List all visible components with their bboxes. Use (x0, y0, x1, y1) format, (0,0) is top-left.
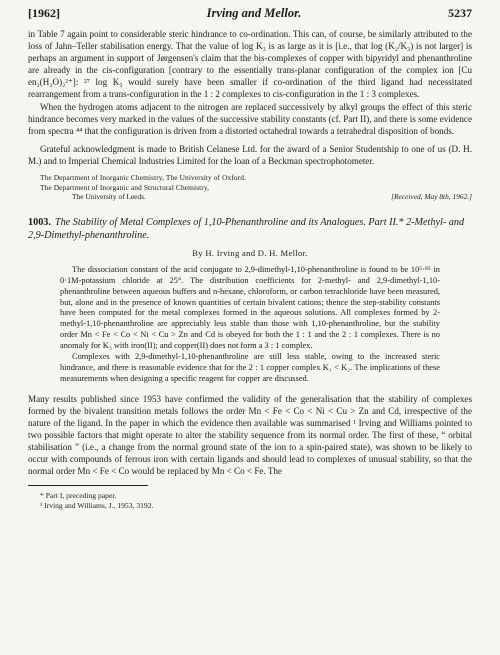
article-number: 1003. (28, 216, 51, 228)
article-heading (28, 216, 472, 242)
header-page-number: 5237 (448, 6, 472, 20)
article-title: The Stability of Metal Complexes of 1,10-Phenanthroline and its Analogues. Part II.* 2-Methyl- and 2,9-Dimethyl-phenanthroline. (28, 216, 465, 241)
paragraph-alkyl-groups: When the hydrogen atoms adjacent to the nitrogen are replaced successively by alkyl groups the effect of this steric hindrance becomes very marked in the values of the successive stability constants (cf. Part II), and there is some evidence from spectra ⁴⁴ that the configuration is driven from a distorted octahedral towards a tetrahedral disposition of bonds. (28, 101, 472, 136)
affiliation-university-leeds: The University of Leeds. (72, 192, 146, 202)
header-year: [1962] (28, 6, 60, 20)
body-paragraph: Many results published since 1953 have confirmed the validity of the generalisation that the stability of complexes formed by the bivalent transition metals follows the order Mn < Fe < Co < Ni < Cu > Zn and Cd, irrespective of the nature of the ligand. In the paper in which the evidence then available was summarised ¹ Irving and Williams pointed to two possible factors that might operate to alter the stability sequence from its normal order. The first of these, “ orbital stabilisation ” (i.e., a change from the normal ground state of the ion to a spin-paired state), was shown to be likely to occur with compounds of ferrous iron with certain ligands and should lead to complexes of unusual stability, so that the normal order Mn < Fe < Co would be replaced by Mn < Co < Fe. The (28, 393, 472, 477)
received-date: [Received, May 8th, 1962.] (391, 192, 472, 202)
affiliation-row (28, 192, 472, 202)
header-authors: Irving and Mellor. (206, 6, 302, 20)
body-text (28, 393, 472, 478)
abstract-paragraph-1: The dissociation constant of the acid conjugate to 2,9-dimethyl-1,10-phenanthroline is found to be 10⁵·⁸⁵ in 0·1M-potassium chloride at 25°. The distribution coefficients for 2-methyl- and 2,9-dimethyl-1,10-phenanthroline between aqueous buffers and n-hexane, chloroform, or carbon tetrachloride have been measured, but, alone and in the presence of known quantities of certain bivalent cations; thence the step-stability constants have been computed for the metal complexes formed in the aqueous solutions. All complexes formed by 2-methyl-1,10-phenanthroline are appreciably less stable than those with 1,10-phenanthroline, but the stability order Mn < Fe < Co < Ni < Cu > Zn and Cd is obeyed for both the 1 : 1 and the 2 : 1 complexes. There is no anomaly for K₃ with iron(II); and copper(II) does not form a 3 : 1 complex. (60, 264, 440, 351)
abstract-paragraph-2: Complexes with 2,9-dimethyl-1,10-phenanthroline are still less stable, owing to the increased steric hindrance, and there is reasonable evidence that for the 2 : 1 copper complex K₁ < K₂. The implications of these measurements when designing a specific reagent for copper are discussed. (60, 352, 440, 383)
footnote-divider (28, 485, 148, 486)
footnote-part-one: * Part I, preceding paper. (40, 491, 117, 501)
paragraph-steric-hindrance: in Table 7 again point to considerable steric hindrance to co-ordination. This can, of course, be similarly attributed to the loss of Jahn–Teller stabilisation energy. That the value of log K₃ is as large as it is [i.e., that log (K₂/K₃) is not larger] is perhaps an argument in support of Jørgensen's claim that the bis-complexes of copper with bipyridyl and phenanthroline are already in the cis-configuration [contrary to the essentially trans-planar configuration of the complex ion [Cu en₂(H₂O)₂²⁺]: ²⁷ log K₃ would surely have been smaller if co-ordination of the third ligand had necessitated rearrangement from a trans-configuration in the 1 : 2 complexes to cis-configuration in the 1 : 3 complexes. (28, 29, 472, 100)
abstract (60, 265, 440, 385)
article-byline: By H. Irving and D. H. Mellor. (192, 247, 308, 258)
page-header (28, 6, 472, 28)
acknowledgment-paragraph: Grateful acknowledgment is made to British Celanese Ltd. for the award of a Senior Studentship to one of us (D. H. M.) and to Imperial Chemical Industries Limited for the loan of a Beckman spectrophotometer. (28, 143, 472, 166)
footnote-reference-1: ¹ Irving and Williams, J., 1953, 3192. (40, 501, 154, 511)
affiliation-oxford: The Department of Inorganic Chemistry, The University of Oxford. (40, 173, 246, 183)
affiliation-leeds: The Department of Inorganic and Structural Chemistry, (40, 182, 210, 192)
